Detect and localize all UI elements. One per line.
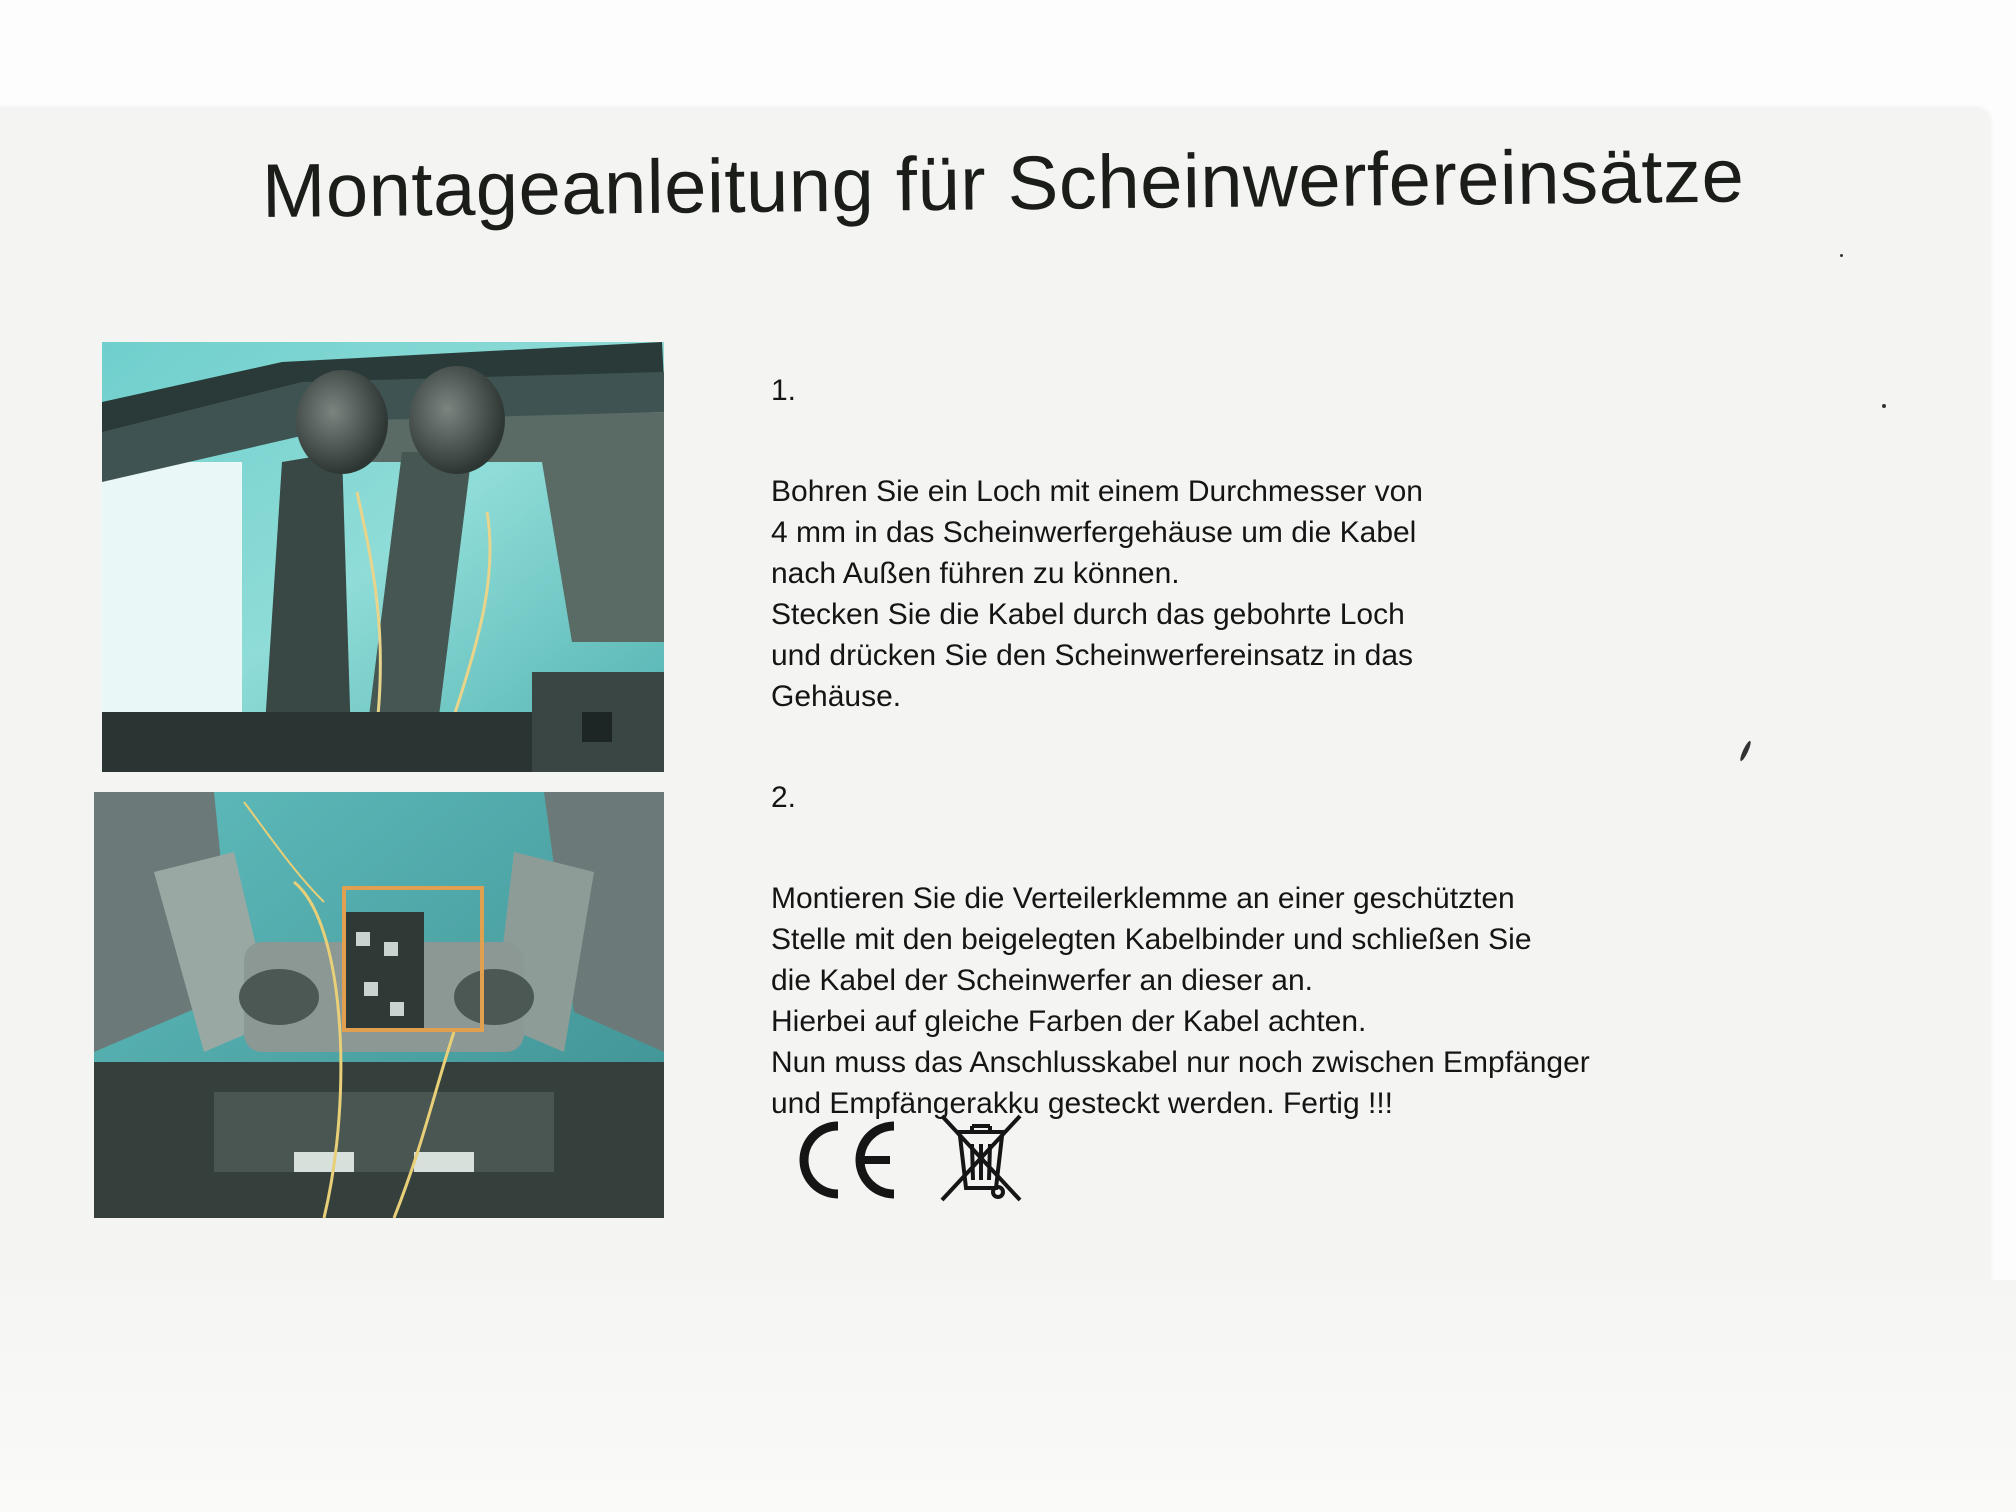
step-2-line: Montieren Sie die Verteilerklemme an einer geschützten	[771, 882, 1515, 915]
crossed-out-wheelie-bin-icon	[936, 1110, 1026, 1209]
step-1-line: Gehäuse.	[771, 680, 902, 713]
step-2-number: 2.	[771, 781, 797, 814]
instructions	[771, 370, 1871, 1124]
step-1-line: 4 mm in das Scheinwerfergehäuse um die Kabel	[771, 516, 1417, 549]
step-1-line: Bohren Sie ein Loch mit einem Durchmesser von	[771, 475, 1423, 508]
document-title: Montageanleitung für Scheinwerfereinsätze	[261, 133, 1745, 234]
ce-mark-icon	[790, 1118, 902, 1207]
headlight-housing-photo	[102, 342, 664, 772]
step-2-line: und Empfängerakku gesteckt werden. Fertig !!!	[771, 1087, 1393, 1120]
paper-speck	[1882, 404, 1886, 408]
paper-speck	[1840, 254, 1843, 257]
step-1-number: 1.	[771, 374, 797, 407]
step-2-line: die Kabel der Scheinwerfer an dieser an.	[771, 964, 1313, 997]
distribution-terminal-photo	[94, 792, 664, 1218]
step-2-text	[771, 878, 1871, 1124]
step-1-line: nach Außen führen zu können.	[771, 557, 1180, 590]
step-2-line: Stelle mit den beigelegten Kabelbinder und schließen Sie	[771, 923, 1532, 956]
sheet-lower-area	[0, 1280, 2016, 1512]
step-1-text	[771, 471, 1871, 717]
step-2-line: Hierbei auf gleiche Farben der Kabel achten.	[771, 1005, 1367, 1038]
step-1-line: und drücken Sie den Scheinwerfereinsatz in das	[771, 639, 1414, 672]
step-2-line: Nun muss das Anschlusskabel nur noch zwischen Empfänger	[771, 1046, 1590, 1079]
step-1-line: Stecken Sie die Kabel durch das gebohrte Loch	[771, 598, 1405, 631]
